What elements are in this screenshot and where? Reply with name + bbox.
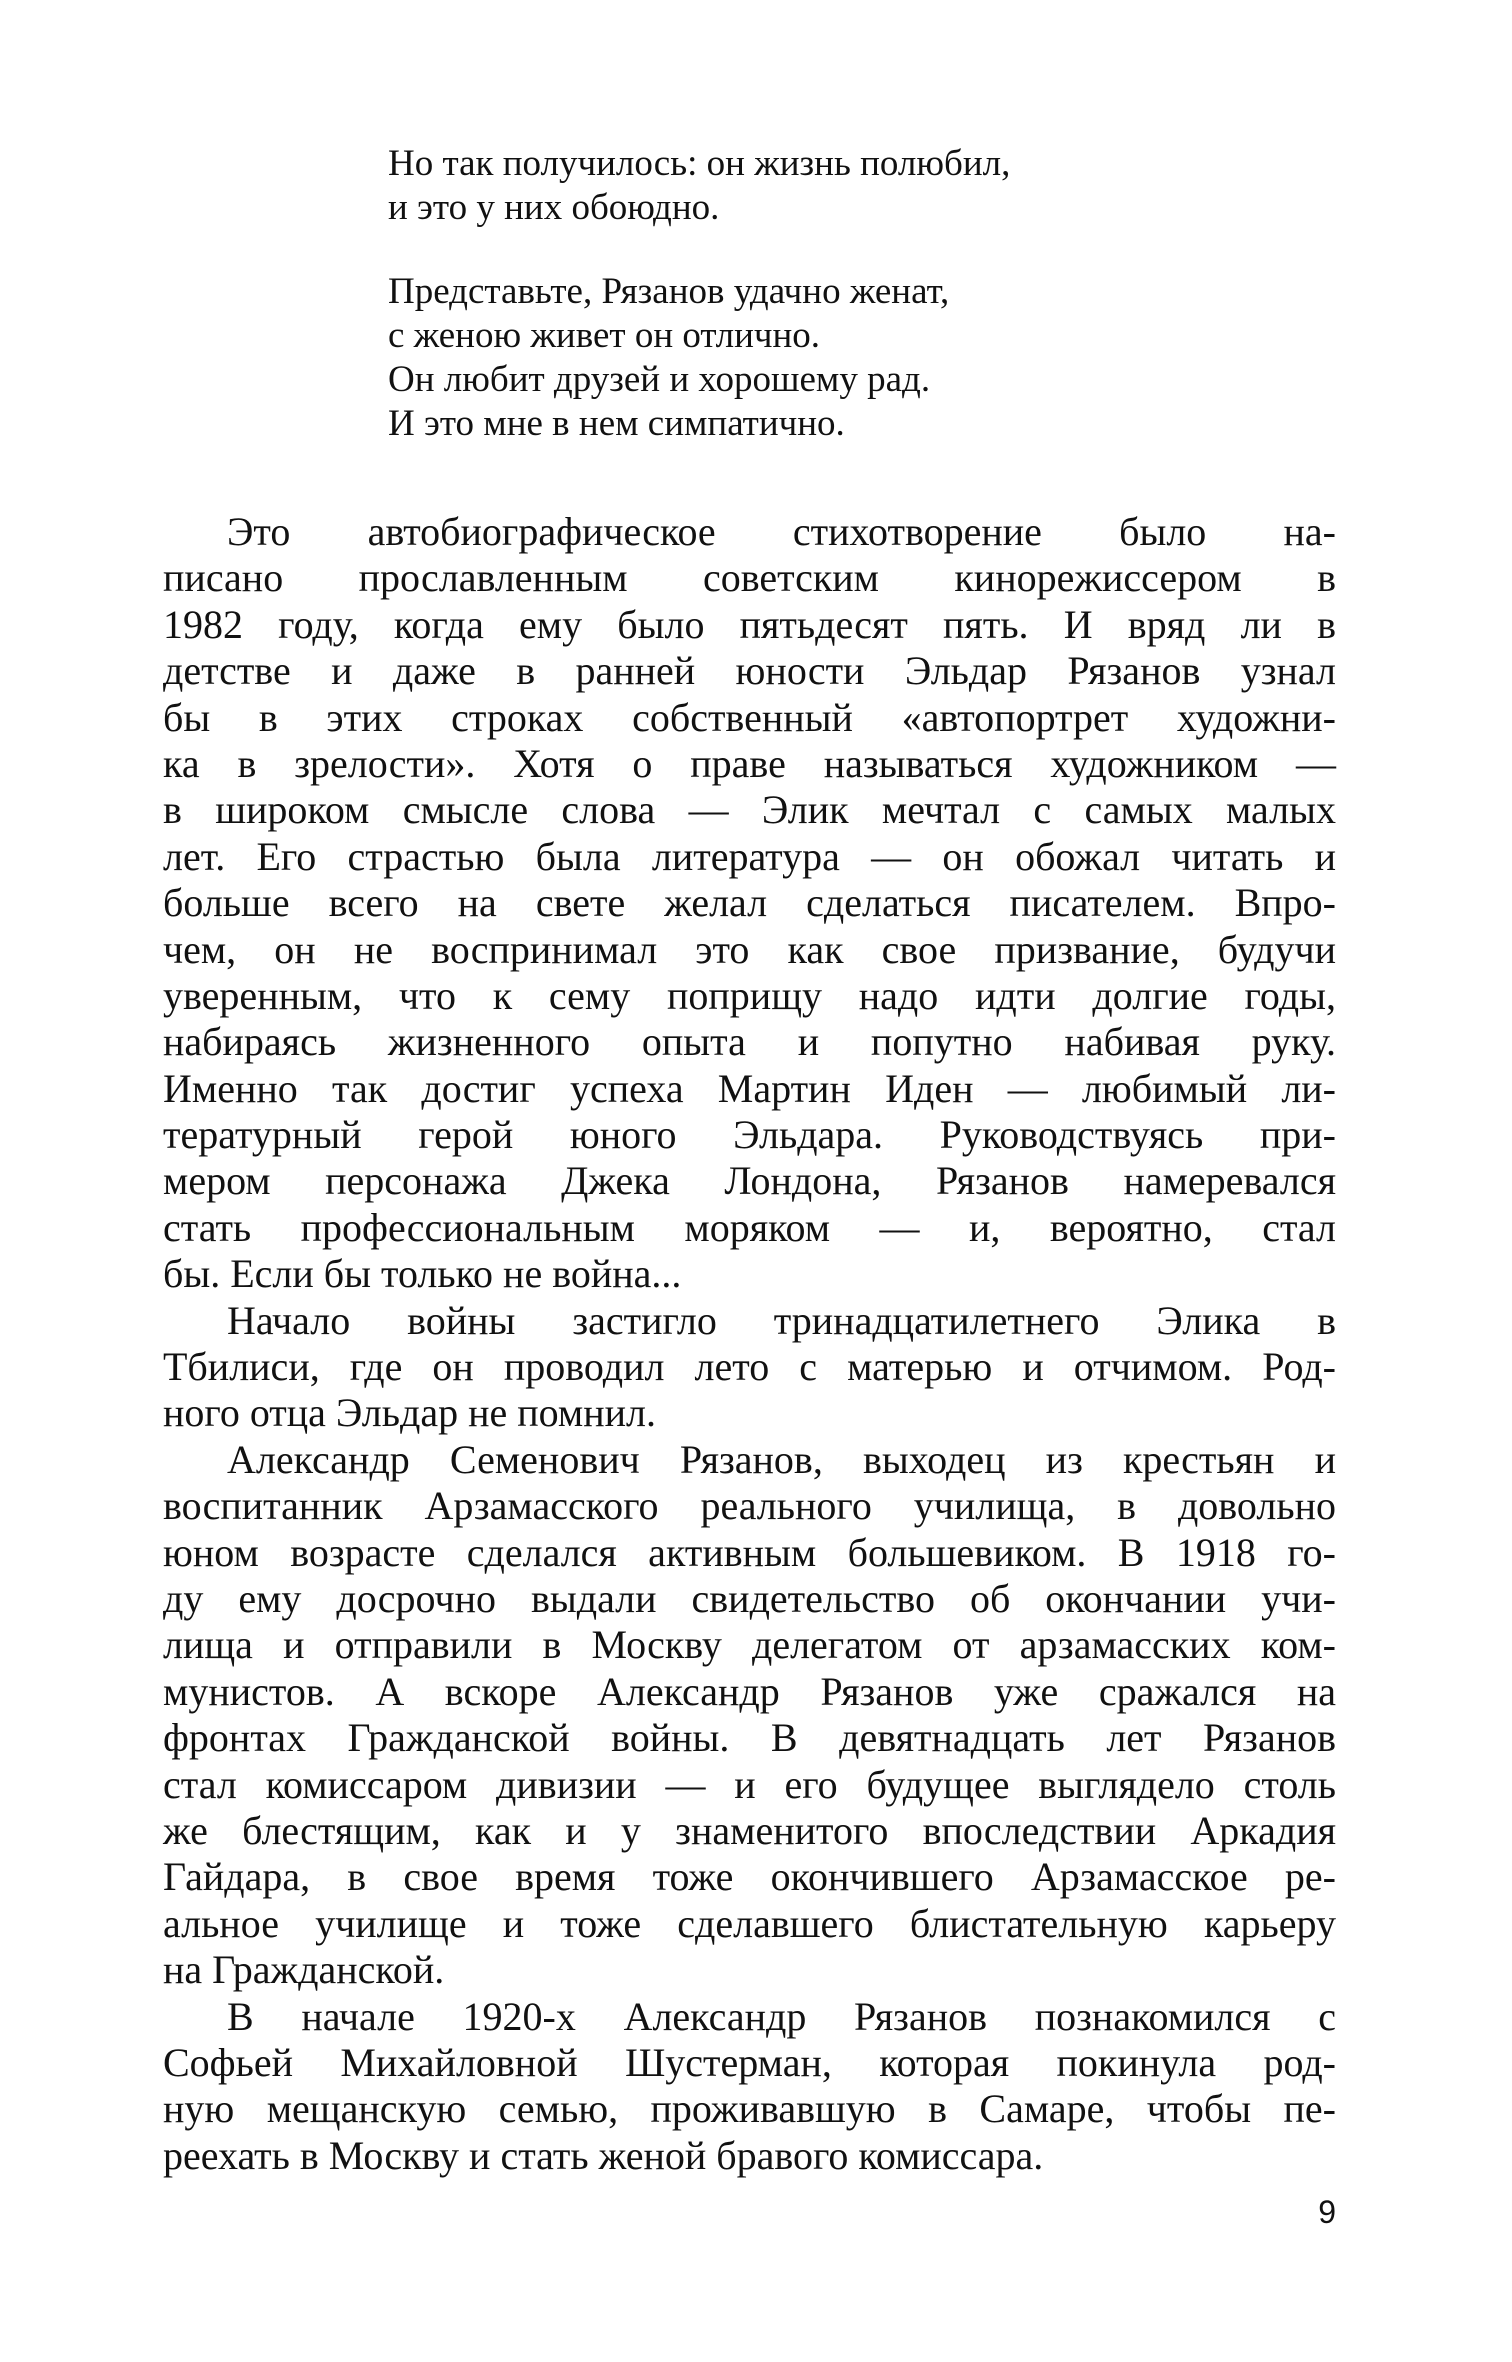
poem-epigraph: [388, 142, 1288, 446]
text-line: юном возрасте сделался активным большевиком. В 1918 го-: [163, 1529, 1336, 1575]
body-text: [163, 509, 1336, 2179]
page-number: 9: [1318, 2194, 1336, 2230]
paragraph: [163, 509, 1336, 1298]
text-line: стать профессиональным моряком — и, вероятно, стал: [163, 1204, 1336, 1250]
paragraph: [163, 1994, 1336, 2180]
text-line: ка в зрелости». Хотя о праве называться художником —: [163, 740, 1336, 786]
text-line: бы в этих строках собственный «автопортрет художни-: [163, 694, 1336, 740]
text-line: 1982 году, когда ему было пятьдесят пять. И вряд ли в: [163, 601, 1336, 647]
poem-line: Он любит друзей и хорошему рад.: [388, 359, 931, 400]
poem-line: И это мне в нем симпатично.: [388, 403, 845, 444]
poem-line: и это у них обоюдно.: [388, 187, 720, 228]
text-line: ду ему досрочно выдали свидетельство об окончании учи-: [163, 1575, 1336, 1621]
text-line: уверенным, что к сему поприщу надо идти долгие годы,: [163, 972, 1336, 1018]
paragraph: [163, 1437, 1336, 1994]
text-line: реехать в Москву и стать женой бравого комиссара.: [163, 2132, 1044, 2178]
text-line: тературный герой юного Эльдара. Руководствуясь при-: [163, 1112, 1336, 1158]
text-line: бы. Если бы только не война...: [163, 1251, 682, 1297]
poem-line: Но так получилось: он жизнь полюбил,: [388, 143, 1011, 184]
paragraph: [163, 1298, 1336, 1437]
text-line: Александр Семенович Рязанов, выходец из крестьян и: [227, 1436, 1336, 1482]
poem-line: с женою живет он отлично.: [388, 315, 821, 356]
text-line: лет. Его страстью была литература — он обожал читать и: [163, 833, 1336, 879]
text-line: детстве и даже в ранней юности Эльдар Рязанов узнал: [163, 648, 1336, 694]
text-line: В начале 1920-х Александр Рязанов познакомился с: [227, 1993, 1336, 2039]
text-line: же блестящим, как и у знаменитого впоследствии Аркадия: [163, 1807, 1336, 1853]
text-line: Именно так достиг успеха Мартин Иден — любимый ли-: [163, 1065, 1336, 1111]
text-line: ную мещанскую семью, проживавшую в Самаре, чтобы пе-: [163, 2086, 1336, 2132]
text-line: альное училище и тоже сделавшего блистательную карьеру: [163, 1900, 1336, 1946]
text-line: Софьей Михайловной Шустерман, которая покинула род-: [163, 2039, 1336, 2085]
text-line: больше всего на свете желал сделаться писателем. Впро-: [163, 880, 1336, 926]
text-line: мером персонажа Джека Лондона, Рязанов намеревался: [163, 1158, 1336, 1204]
text-line: мунистов. А вскоре Александр Рязанов уже сражался на: [163, 1668, 1336, 1714]
poem-stanza: [388, 142, 1288, 230]
text-line: фронтах Гражданской войны. В девятнадцать лет Рязанов: [163, 1715, 1336, 1761]
text-line: лища и отправили в Москву делегатом от арзамасских ком-: [163, 1622, 1336, 1668]
poem-stanza: [388, 270, 1288, 446]
text-line: ного отца Эльдар не помнил.: [163, 1390, 657, 1436]
text-line: набираясь жизненного опыта и попутно набивая руку.: [163, 1019, 1336, 1065]
text-line: писано прославленным советским кинорежиссером в: [163, 555, 1336, 601]
text-line: Это автобиографическое стихотворение было на-: [227, 509, 1336, 554]
text-line: чем, он не воспринимал это как свое призвание, будучи: [163, 926, 1336, 972]
text-line: Гайдара, в свое время тоже окончившего Арзамасское ре-: [163, 1854, 1336, 1900]
text-line: на Гражданской.: [163, 1947, 445, 1993]
text-line: воспитанник Арзамасского реального училища, в довольно: [163, 1483, 1336, 1529]
poem-line: Представьте, Рязанов удачно женат,: [388, 271, 950, 312]
text-line: в широком смысле слова — Элик мечтал с самых малых: [163, 787, 1336, 833]
text-line: Тбилиси, где он проводил лето с матерью и отчимом. Род-: [163, 1344, 1336, 1390]
text-line: Начало войны застигло тринадцатилетнего Элика в: [227, 1297, 1336, 1343]
text-line: стал комиссаром дивизии — и его будущее выглядело столь: [163, 1761, 1336, 1807]
